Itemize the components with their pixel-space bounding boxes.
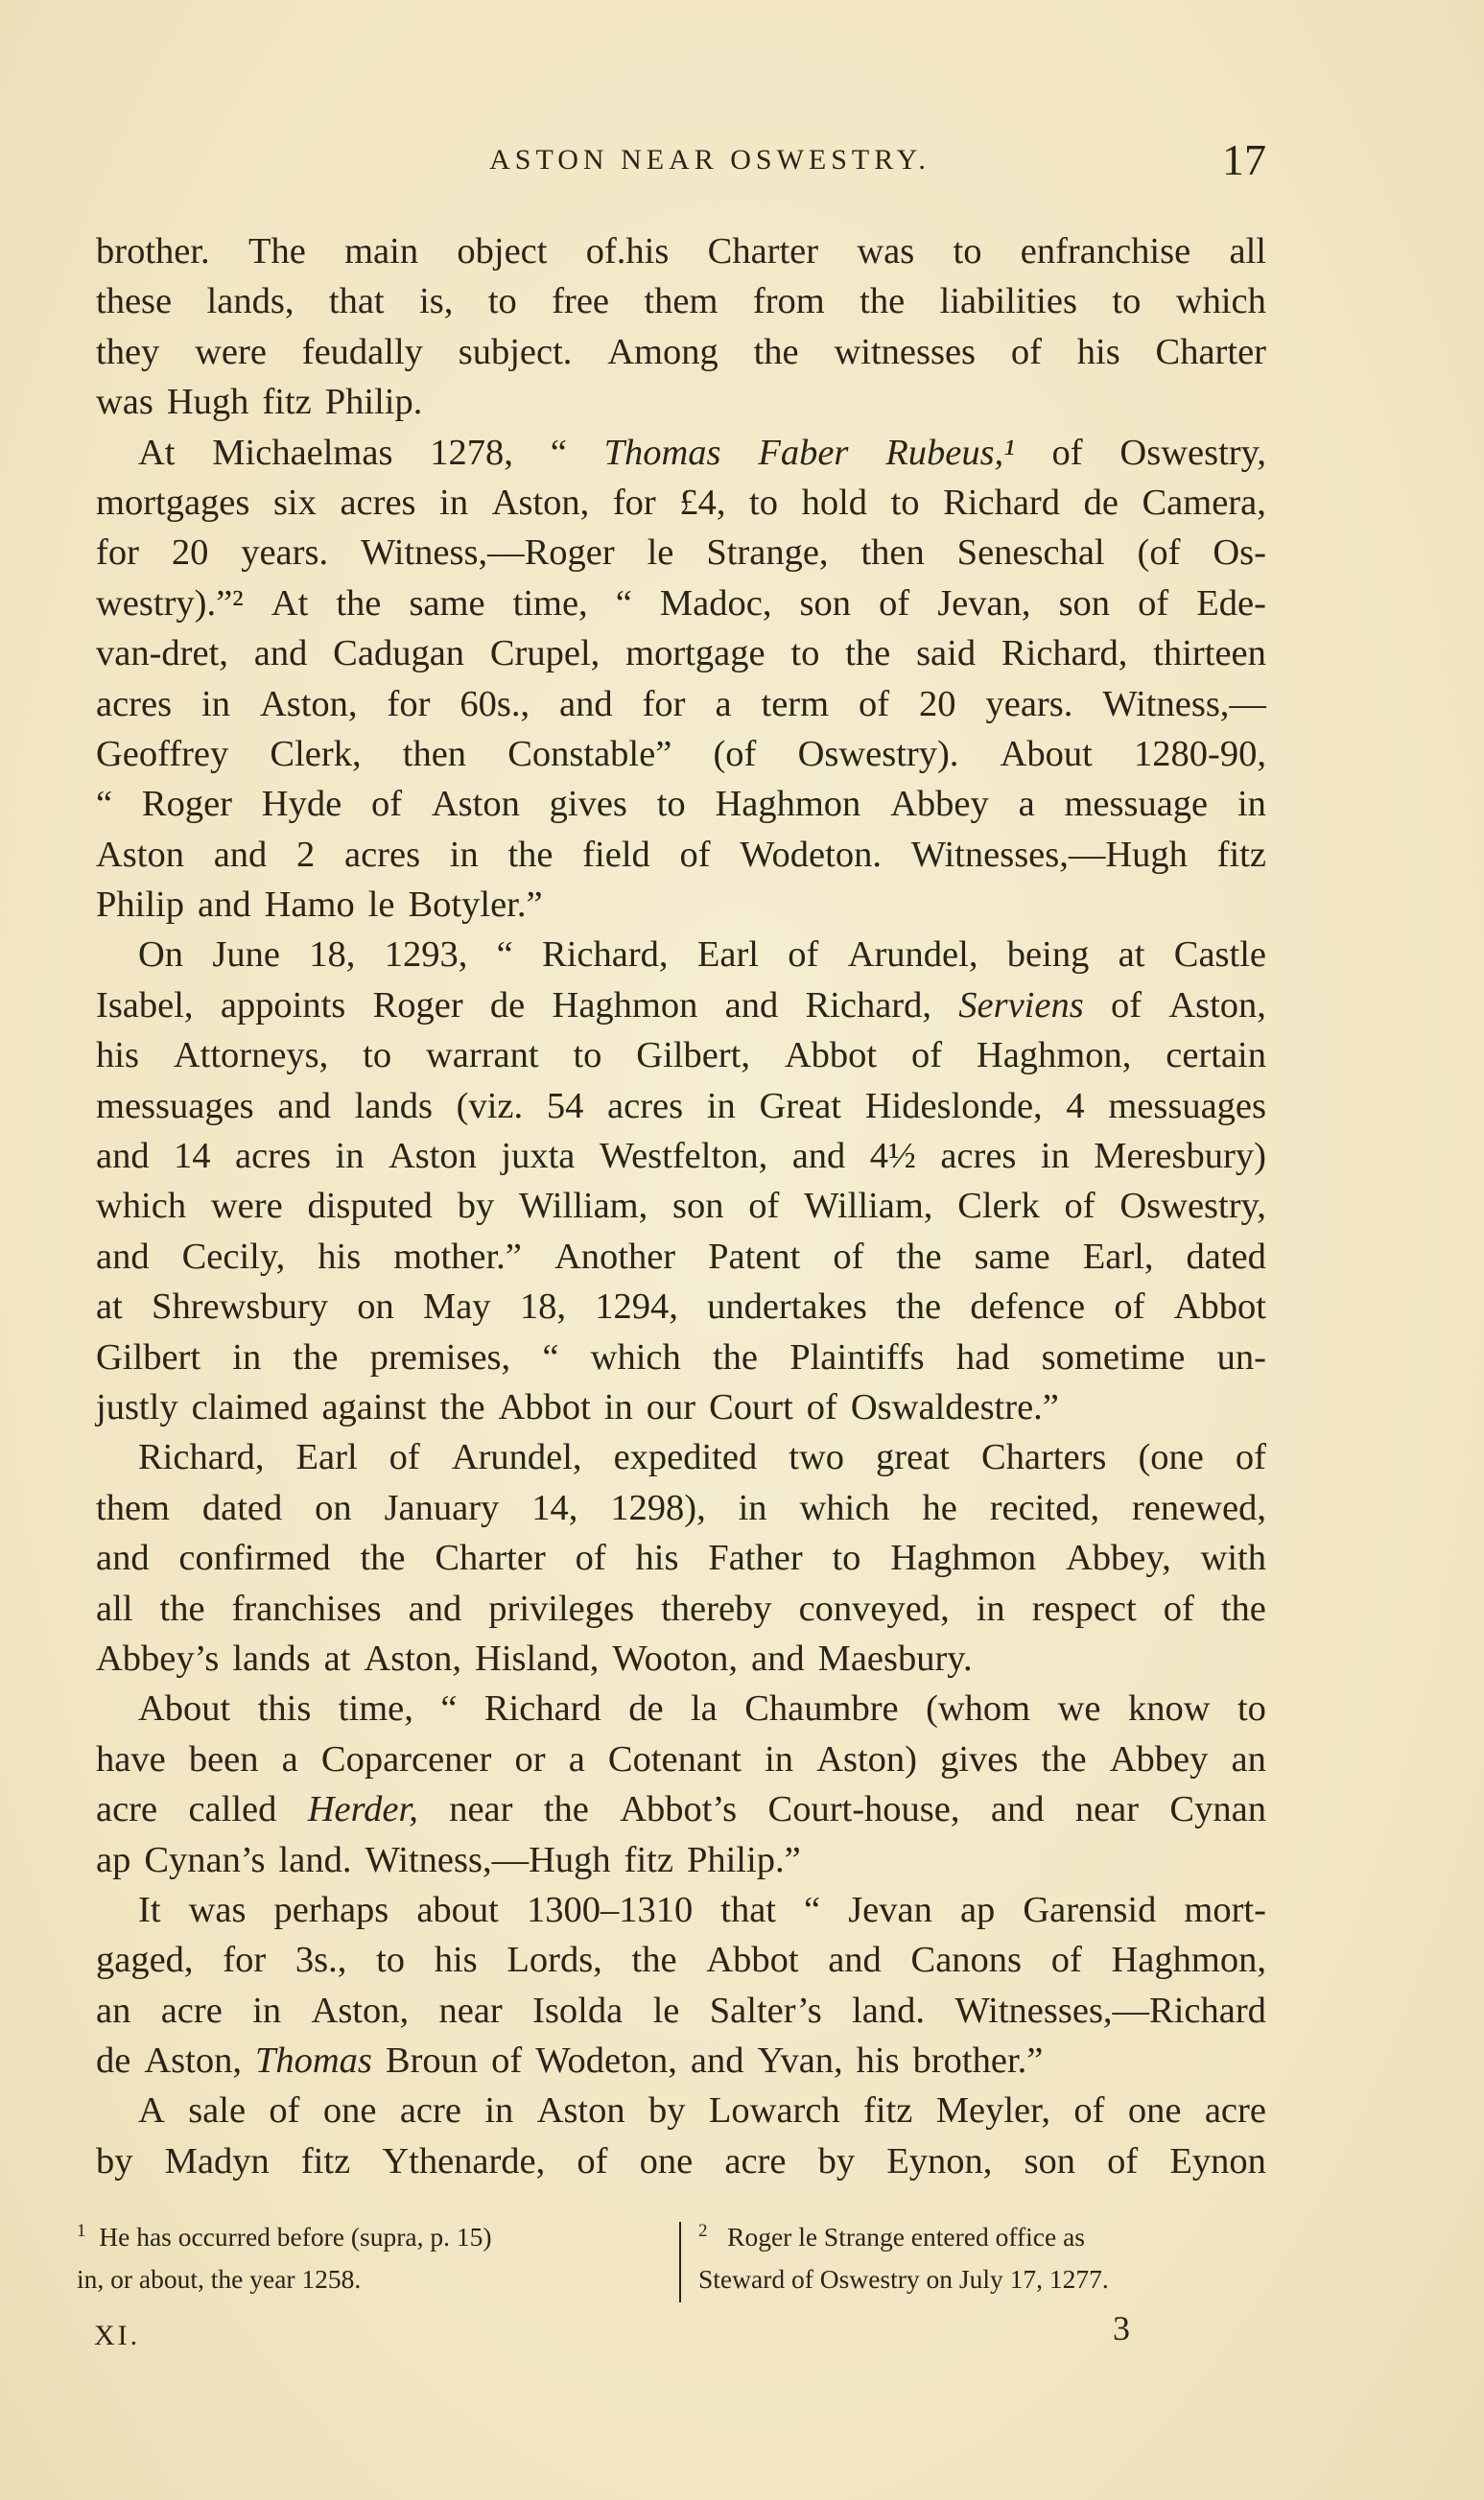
footnote-text: Roger le Strange entered office as <box>727 2222 1085 2252</box>
footnotes <box>77 2216 1285 2302</box>
text-line: these lands, that is, to free them from the liabilities to which <box>96 281 1266 322</box>
text-line: Gilbert in the premises, “ which the Plaintiffs had sometime un- <box>96 1336 1266 1378</box>
text-line: justly claimed against the Abbot in our Court of Oswaldestre.” <box>96 1386 1059 1427</box>
text-line: gaged, for 3s., to his Lords, the Abbot and Canons of Haghmon, <box>96 1940 1266 1981</box>
footnote-text: He has occurred before (supra, p. 15) <box>99 2222 492 2252</box>
footnote-line <box>77 2216 671 2258</box>
text-line: them dated on January 14, 1298), in which he recited, renewed, <box>96 1487 1266 1528</box>
footnote-2 <box>698 2216 1285 2300</box>
text-line: Philip and Hamo le Botyler.” <box>96 884 543 926</box>
footnote-line <box>698 2258 1285 2300</box>
text-line: Richard, Earl of Arundel, expedited two great Charters (one of <box>138 1437 1266 1478</box>
text-line: and 14 acres in Aston juxta Westfelton, and 4½ acres in Meresbury) <box>96 1136 1266 1177</box>
text-line: A sale of one acre in Aston by Lowarch fitz Meyler, of one acre <box>138 2090 1266 2132</box>
text-line: ap Cynan’s land. Witness,—Hugh fitz Philip.” <box>96 1839 801 1880</box>
footnote-marker: 1 <box>77 2220 86 2241</box>
text-line: brother. The main object of.his Charter was to enfranchise all <box>96 231 1266 271</box>
text-line: Abbey’s lands at Aston, Hisland, Wooton, and Maesbury. <box>96 1638 973 1679</box>
running-title: ASTON NEAR OSWESTRY. <box>489 144 930 176</box>
footnote-line <box>77 2258 671 2300</box>
text-line: by Madyn fitz Ythenarde, of one acre by Eynon, son of Eynon <box>96 2140 1266 2182</box>
text-line: Isabel, appoints Roger de Haghmon and Richard, Serviens of Aston, <box>96 984 1266 1026</box>
text-line: At Michaelmas 1278, “ Thomas Faber Rubeus,¹ of Oswestry, <box>138 432 1266 473</box>
footnote-line <box>698 2216 1285 2258</box>
text-line: westry).”² At the same time, “ Madoc, son of Jevan, son of Ede- <box>96 582 1266 624</box>
footnote-divider <box>679 2222 681 2302</box>
text-line: Aston and 2 acres in the field of Wodeton. Witnesses,—Hugh fitz <box>96 834 1266 875</box>
text-line: for 20 years. Witness,—Roger le Strange, then Seneschal (of Os- <box>96 532 1266 574</box>
footnote-text: Steward of Oswestry on July 17, 1277. <box>698 2264 1109 2294</box>
text-line: all the franchises and privileges thereby conveyed, in respect of the <box>96 1588 1266 1629</box>
text-line: “ Roger Hyde of Aston gives to Haghmon Abbey a messuage in <box>96 784 1266 825</box>
running-head <box>96 134 1266 192</box>
text-line: which were disputed by William, son of William, Clerk of Oswestry, <box>96 1186 1266 1227</box>
text-line: mortgages six acres in Aston, for £4, to hold to Richard de Camera, <box>96 482 1266 523</box>
body-text <box>96 226 1266 2186</box>
text-line: messuages and lands (viz. 54 acres in Great Hideslonde, 4 messuages <box>96 1085 1266 1126</box>
text-line: On June 18, 1293, “ Richard, Earl of Arundel, being at Castle <box>138 934 1266 976</box>
text-line: acre called Herder, near the Abbot’s Court-house, and near Cynan <box>96 1789 1266 1830</box>
text-line: an acre in Aston, near Isolda le Salter’s land. Witnesses,—Richard <box>96 1990 1266 2031</box>
text-line: acres in Aston, for 60s., and for a term of 20 years. Witness,— <box>96 683 1266 724</box>
footnote-marker: 2 <box>698 2220 708 2241</box>
text-line: they were feudally subject. Among the witnesses of his Charter <box>96 331 1266 372</box>
text-line: was Hugh fitz Philip. <box>96 382 423 423</box>
text-line: van-dret, and Cadugan Crupel, mortgage to the said Richard, thirteen <box>96 633 1266 674</box>
text-line: de Aston, Thomas Broun of Wodeton, and Yvan, his brother.” <box>96 2040 1044 2082</box>
footnote-text: in, or about, the year 1258. <box>77 2264 362 2294</box>
sheet-number: 3 <box>1113 2309 1130 2347</box>
text-line: at Shrewsbury on May 18, 1294, undertakes the defence of Abbot <box>96 1286 1266 1328</box>
text-line: his Attorneys, to warrant to Gilbert, Abbot of Haghmon, certain <box>96 1035 1266 1076</box>
footnote-1 <box>77 2216 671 2300</box>
text-line: It was perhaps about 1300–1310 that “ Jevan ap Garensid mort- <box>138 1889 1266 1930</box>
text-line: Geoffrey Clerk, then Constable” (of Oswestry). About 1280-90, <box>96 733 1266 774</box>
text-line: About this time, “ Richard de la Chaumbre (whom we know to <box>138 1688 1266 1730</box>
text-line: and Cecily, his mother.” Another Patent of the same Earl, dated <box>96 1236 1266 1277</box>
page-number: 17 <box>1222 135 1266 184</box>
text-line: have been a Coparcener or a Cotenant in Aston) gives the Abbey an <box>96 1738 1266 1780</box>
signature-mark: XI. <box>94 2320 141 2351</box>
text-line: and confirmed the Charter of his Father to Haghmon Abbey, with <box>96 1538 1266 1579</box>
